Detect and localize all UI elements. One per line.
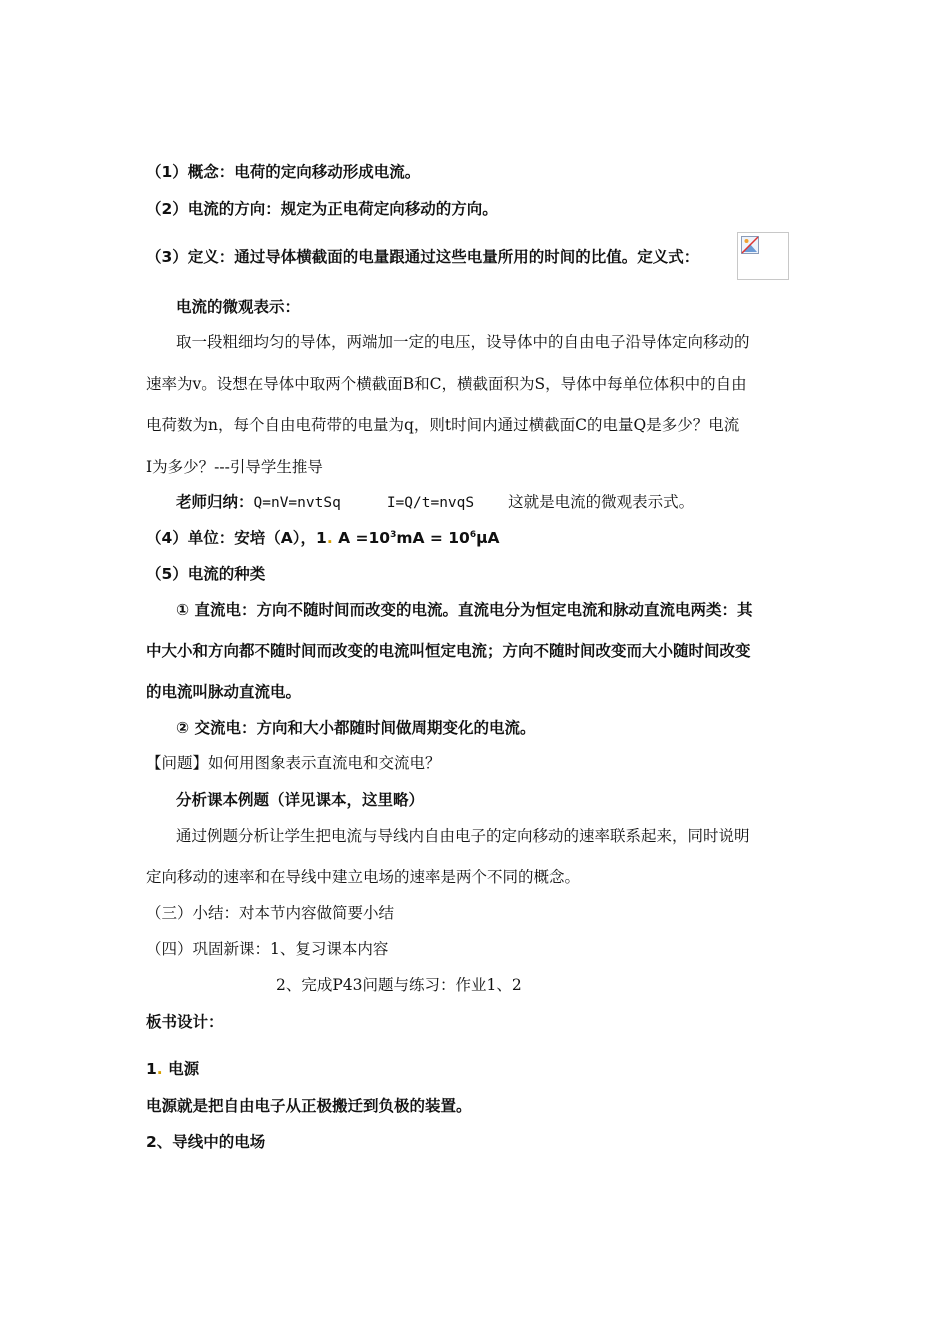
summary-tail: 这就是电流的微观表示式。 bbox=[508, 493, 695, 511]
micro-heading: 电流的微观表示： bbox=[176, 298, 301, 316]
board-item-title: 电源 bbox=[168, 1060, 200, 1078]
direction-line: （2）电流的方向：规定为正电荷定向移动的方向。 bbox=[146, 200, 498, 218]
consolidate-section: （四）巩固新课：1、复习课本内容 bbox=[146, 940, 389, 958]
question-line: 【问题】如何用图象表示直流电和交流电？ bbox=[146, 754, 441, 772]
unit-ma: mA = 10 bbox=[396, 529, 470, 547]
ac-line: ② 交流电：方向和大小都随时间做周期变化的电流。 bbox=[176, 719, 536, 737]
consolidate-item: 2、完成P43问题与练习：作业1、2 bbox=[276, 976, 522, 994]
board-item-1: 1. 电源 bbox=[146, 1060, 200, 1078]
paragraph-line: 定向移动的速率和在导线中建立电场的速率是两个不同的概念。 bbox=[146, 868, 581, 886]
paragraph-line: 速率为v。设想在导体中取两个横截面B和C，横截面积为S，导体中每单位体积中的自由 bbox=[146, 375, 747, 393]
teacher-summary-line bbox=[176, 492, 694, 513]
unit-label: （4）单位：安培（A），1 bbox=[146, 529, 327, 547]
board-item-desc: 电源就是把自由电子从正极搬迁到负极的装置。 bbox=[146, 1097, 472, 1115]
paragraph-line: 取一段粗细均匀的导体，两端加一定的电压，设导体中的自由电子沿导体定向移动的 bbox=[176, 333, 750, 351]
unit-sup-6: 6 bbox=[469, 529, 477, 540]
concept-line: （1）概念：电荷的定向移动形成电流。 bbox=[146, 163, 421, 181]
definition-line: （3）定义：通过导体横截面的电量跟通过这些电量所用的时间的比值。定义式： bbox=[146, 248, 700, 266]
dc-line: 的电流叫脉动直流电。 bbox=[146, 683, 302, 701]
summary-section: （三）小结：对本节内容做简要小结 bbox=[146, 904, 395, 922]
unit-a: A =10 bbox=[338, 529, 391, 547]
unit-ua: μA bbox=[476, 529, 500, 547]
board-item-number: 1 bbox=[146, 1060, 157, 1078]
summary-label: 老师归纳： bbox=[176, 493, 254, 511]
unit-line: （4）单位：安培（A），1. $A =10^3mA = 10^6\mu A$ bbox=[146, 529, 500, 547]
paragraph-line: 电荷数为n，每个自由电荷带的电量为q，则t时间内通过横截面C的电量Q是多少？电流 bbox=[146, 416, 740, 434]
formula-i: I=Q/t=nvqS bbox=[386, 495, 475, 511]
unit-sup-3: 3 bbox=[390, 529, 397, 540]
board-item-2: 2、导线中的电场 bbox=[146, 1133, 266, 1151]
formula-q: Q=nV=nvtSq bbox=[253, 495, 341, 511]
board-design-heading: 板书设计： bbox=[146, 1013, 224, 1031]
paragraph-line: 通过例题分析让学生把电流与导线内自由电子的定向移动的速率联系起来，同时说明 bbox=[176, 827, 750, 845]
paragraph-line: I为多少？---引导学生推导 bbox=[146, 458, 323, 476]
current-types-heading: （5）电流的种类 bbox=[146, 565, 266, 583]
dc-line: 中大小和方向都不随时间而改变的电流叫恒定电流；方向不随时间改变而大小随时间改变 bbox=[146, 642, 751, 660]
dc-line: ① 直流电：方向不随时间而改变的电流。直流电分为恒定电流和脉动直流电两类：其 bbox=[176, 601, 753, 619]
example-heading: 分析课本例题（详见课本，这里略） bbox=[176, 791, 425, 809]
broken-image-icon bbox=[737, 232, 789, 280]
